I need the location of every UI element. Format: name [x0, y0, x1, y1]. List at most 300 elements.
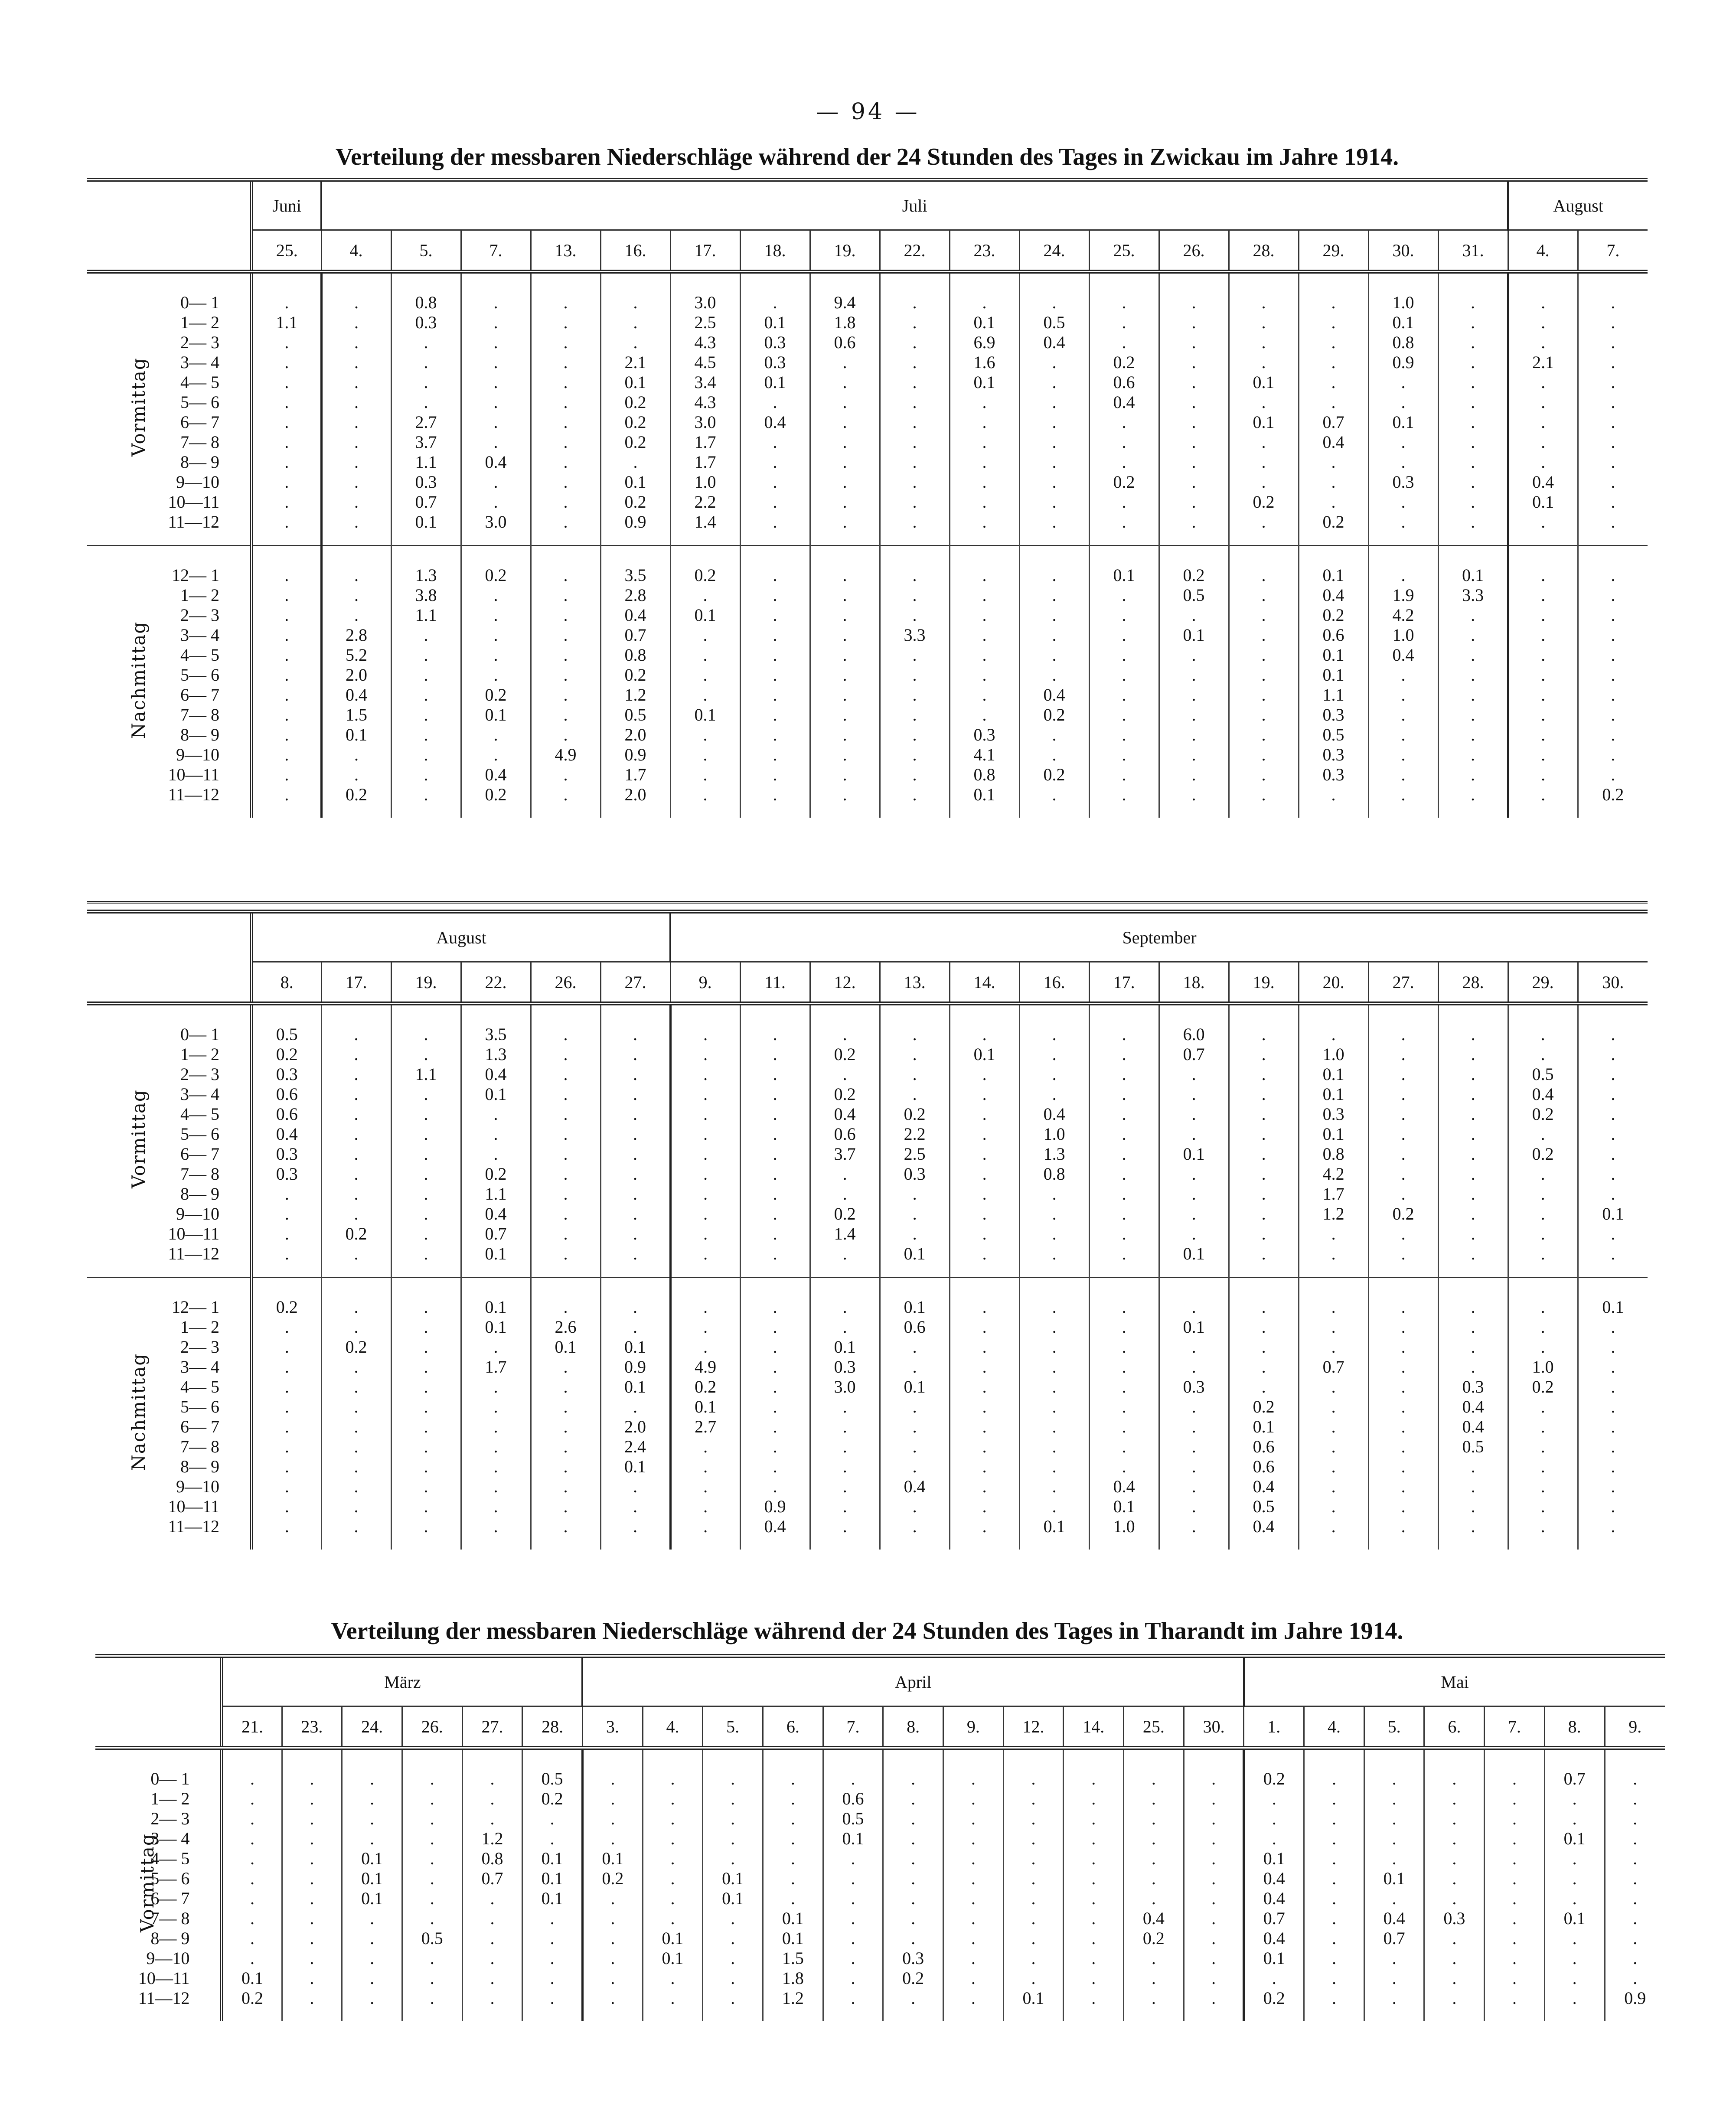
precip-cell: . [1159, 1104, 1229, 1124]
precip-cell: 0.2 [1019, 705, 1089, 725]
precip-cell: 2.2 [880, 1124, 950, 1144]
precip-cell: . [1304, 1849, 1364, 1869]
table-row [87, 1497, 1648, 1517]
header-corner [87, 962, 251, 1004]
precip-cell: . [823, 1748, 883, 1789]
precip-cell: 0.7 [461, 1224, 531, 1244]
precip-cell: . [1159, 512, 1229, 546]
precip-cell: 0.5 [1299, 725, 1368, 745]
precip-cell: . [670, 1184, 740, 1204]
precip-cell: . [531, 352, 600, 372]
precip-cell: 0.4 [1229, 1477, 1299, 1497]
precip-cell: . [1229, 472, 1299, 492]
precip-cell: . [823, 1988, 883, 2021]
precip-cell: 2.0 [600, 725, 670, 745]
precip-cell: . [810, 512, 880, 546]
precip-cell: 0.1 [1244, 1849, 1304, 1869]
precip-cell: . [1485, 1988, 1545, 2021]
precip-cell: 0.1 [1089, 1497, 1159, 1517]
precip-cell: . [943, 1968, 1004, 1988]
precip-cell: . [461, 1337, 531, 1357]
precip-cell: . [670, 1437, 740, 1457]
precip-cell: . [810, 745, 880, 765]
precip-cell: . [251, 1377, 321, 1397]
precip-cell: 0.7 [1159, 1044, 1229, 1064]
precip-cell: . [531, 1064, 600, 1084]
precip-cell: . [740, 1417, 810, 1437]
hour-label: 9—10 [176, 472, 219, 492]
precip-cell: . [1605, 1909, 1665, 1928]
precip-cell: 3.5 [600, 546, 670, 586]
precip-cell: . [1124, 1829, 1184, 1849]
precip-cell: . [1438, 725, 1508, 745]
precip-cell: . [1229, 512, 1299, 546]
precip-cell: . [531, 1164, 600, 1184]
precip-cell: . [1485, 1829, 1545, 1849]
precip-cell: 0.2 [1229, 492, 1299, 512]
precip-cell: . [740, 765, 810, 785]
precip-cell: . [1508, 1164, 1578, 1184]
precip-cell: 0.2 [600, 492, 670, 512]
precip-cell: . [1438, 1004, 1508, 1045]
precip-cell: 0.2 [1578, 785, 1648, 818]
precip-cell: . [1064, 1849, 1124, 1869]
precip-cell: . [461, 1144, 531, 1164]
precip-cell: . [740, 1224, 810, 1244]
precip-cell: . [1578, 1357, 1648, 1377]
day-header: 7. [823, 1706, 883, 1748]
precip-cell: . [1229, 745, 1299, 765]
precip-cell: . [461, 1437, 531, 1457]
precip-cell: . [740, 605, 810, 625]
precip-cell: 0.4 [461, 765, 531, 785]
precip-cell: . [880, 785, 950, 818]
precip-cell: . [643, 1869, 703, 1889]
precip-cell: . [531, 1457, 600, 1477]
day-header: 27. [462, 1706, 522, 1748]
precip-cell: 0.4 [740, 412, 810, 432]
precip-cell: . [950, 1337, 1019, 1357]
day-header: 29. [1299, 230, 1368, 272]
precip-cell: 0.2 [883, 1968, 943, 1988]
precip-cell: . [600, 1244, 670, 1278]
precip-cell: . [1578, 1517, 1648, 1550]
precip-cell: . [1019, 1244, 1089, 1278]
precip-cell: . [222, 1829, 282, 1849]
precip-cell: . [342, 1968, 402, 1988]
precip-cell: . [321, 432, 391, 452]
hour-label: 11—12 [168, 1517, 219, 1536]
precip-cell: . [810, 625, 880, 645]
precip-cell: . [1438, 1184, 1508, 1204]
precip-cell: . [763, 1889, 823, 1909]
precip-cell: . [391, 625, 461, 645]
precip-cell: . [880, 1397, 950, 1417]
precip-cell: . [880, 1224, 950, 1244]
precip-cell: . [1438, 412, 1508, 432]
precip-cell: . [391, 645, 461, 665]
day-header: 7. [1485, 1706, 1545, 1748]
precip-cell: 0.1 [1299, 645, 1368, 665]
hour-label: 5— 6 [180, 665, 219, 685]
precip-cell: . [703, 1748, 763, 1789]
precip-cell: 0.6 [1229, 1437, 1299, 1457]
hour-label: 9—10 [176, 1204, 219, 1223]
header-corner [95, 1656, 222, 1706]
precip-cell: . [810, 1417, 880, 1437]
precip-cell: . [1605, 1809, 1665, 1829]
table-row [87, 1084, 1648, 1104]
table-row [87, 725, 1648, 745]
precip-cell: 0.4 [1299, 432, 1368, 452]
precip-cell: . [670, 1224, 740, 1244]
precip-cell: . [600, 1044, 670, 1064]
precip-cell: . [1159, 685, 1229, 705]
precip-cell: . [391, 1397, 461, 1417]
day-header: 28. [522, 1706, 583, 1748]
precip-cell: . [1438, 1224, 1508, 1244]
precip-cell: 0.3 [1299, 765, 1368, 785]
precip-cell: . [880, 272, 950, 313]
precip-cell: . [1019, 1417, 1089, 1437]
precip-cell: . [402, 1849, 462, 1869]
precip-cell: . [321, 472, 391, 492]
divider-rule [87, 901, 1648, 904]
precip-cell: . [251, 1517, 321, 1550]
precip-cell: . [950, 392, 1019, 412]
precip-cell: . [1508, 705, 1578, 725]
precip-cell: . [251, 1337, 321, 1357]
precip-cell: . [1578, 1044, 1648, 1064]
precip-cell: . [391, 1084, 461, 1104]
hour-label: 9—10 [176, 745, 219, 764]
page-number: — 94 — [816, 99, 920, 125]
precip-cell: . [1508, 1437, 1578, 1457]
precip-cell: . [1184, 1849, 1244, 1869]
precip-cell: . [321, 392, 391, 412]
precip-cell: . [321, 1278, 391, 1318]
precip-cell: 1.1 [391, 1064, 461, 1084]
table-row [95, 1789, 1665, 1809]
precip-cell: . [950, 665, 1019, 685]
month-header: Juni [251, 180, 321, 230]
precip-cell: . [251, 1317, 321, 1337]
precip-cell: . [321, 546, 391, 586]
precip-cell: . [670, 1084, 740, 1104]
precip-cell: . [1124, 1849, 1184, 1869]
precip-cell: . [1578, 1164, 1648, 1184]
table-row [87, 272, 1648, 313]
precip-cell: . [880, 372, 950, 392]
precip-cell: . [1299, 452, 1368, 472]
precip-cell: . [1578, 1084, 1648, 1104]
precip-cell: . [763, 1869, 823, 1889]
precip-cell: . [1508, 685, 1578, 705]
precip-cell: 0.1 [1508, 492, 1578, 512]
precip-cell: . [1064, 1928, 1124, 1948]
precip-cell: . [1064, 1789, 1124, 1809]
precip-cell: 0.8 [391, 272, 461, 313]
precip-cell: . [391, 1377, 461, 1397]
month-header: September [670, 912, 1648, 962]
precip-cell: 0.3 [740, 352, 810, 372]
table-row [87, 625, 1648, 645]
precip-cell: . [880, 412, 950, 432]
precip-cell: . [1368, 1064, 1438, 1084]
month-header: April [582, 1656, 1243, 1706]
precip-cell: . [670, 1104, 740, 1124]
precip-cell: 0.4 [1299, 585, 1368, 605]
precip-cell: . [1159, 645, 1229, 665]
precip-cell: . [461, 725, 531, 745]
precip-cell: 0.2 [321, 1337, 391, 1357]
precip-cell: 0.3 [1438, 1377, 1508, 1397]
precip-cell: 0.6 [810, 333, 880, 352]
precip-cell: 0.6 [1089, 372, 1159, 392]
hour-label: 4— 5 [180, 372, 219, 392]
precip-cell: . [251, 745, 321, 765]
precip-cell: . [600, 1317, 670, 1337]
precip-cell: . [531, 1417, 600, 1437]
precip-cell: . [342, 1988, 402, 2021]
precip-cell: . [670, 645, 740, 665]
precip-cell: 0.2 [1299, 512, 1368, 546]
precip-cell: . [1578, 1064, 1648, 1084]
table-row [87, 412, 1648, 432]
precip-cell: . [391, 1497, 461, 1517]
precip-cell: . [391, 1477, 461, 1497]
vormittag-label: Vormittag [128, 357, 149, 457]
precip-cell: 0.2 [600, 665, 670, 685]
precip-cell: 1.0 [1368, 272, 1438, 313]
precip-cell: . [1508, 1004, 1578, 1045]
table-row [95, 1809, 1665, 1829]
precip-cell: 0.2 [1508, 1377, 1578, 1397]
precip-cell: . [1019, 785, 1089, 818]
table-row [87, 685, 1648, 705]
precip-cell: . [950, 492, 1019, 512]
precip-cell: . [1508, 585, 1578, 605]
precip-cell: . [1003, 1809, 1064, 1829]
precip-cell: 0.1 [950, 785, 1019, 818]
day-header: 1. [1244, 1706, 1304, 1748]
precip-cell: . [1089, 1164, 1159, 1184]
precip-cell: . [531, 1497, 600, 1517]
precip-cell: . [943, 1809, 1004, 1829]
precip-cell: . [531, 645, 600, 665]
precip-cell: . [950, 585, 1019, 605]
precip-cell: 0.2 [600, 392, 670, 412]
precip-cell: . [810, 1278, 880, 1318]
precip-cell: . [1368, 1104, 1438, 1124]
precip-cell: . [880, 1457, 950, 1477]
precip-cell: 2.0 [321, 665, 391, 685]
precip-cell: . [740, 1244, 810, 1278]
precip-cell: . [1159, 352, 1229, 372]
precip-cell: . [1019, 372, 1089, 392]
precip-cell: . [1229, 1244, 1299, 1278]
precip-cell: 1.1 [391, 605, 461, 625]
precip-cell: . [600, 313, 670, 333]
day-header: 18. [1159, 962, 1229, 1004]
day-header: 25. [251, 230, 321, 272]
precip-cell: . [1544, 1928, 1605, 1948]
precip-cell: . [1229, 765, 1299, 785]
precip-cell: . [1438, 472, 1508, 492]
precip-cell: . [531, 1224, 600, 1244]
precip-cell: . [1368, 1357, 1438, 1377]
precip-cell: . [950, 1417, 1019, 1437]
day-header: 4. [321, 230, 391, 272]
precip-cell: . [1019, 1004, 1089, 1045]
precip-cell: . [321, 412, 391, 432]
header-corner [87, 912, 251, 962]
precip-cell: . [251, 372, 321, 392]
precip-cell: . [1159, 1397, 1229, 1417]
precip-cell: . [402, 1829, 462, 1849]
precip-cell: . [763, 1849, 823, 1869]
precip-cell: . [1019, 1204, 1089, 1224]
precip-cell: . [1299, 1278, 1368, 1318]
precip-cell: . [1089, 492, 1159, 512]
precip-cell: . [670, 1278, 740, 1318]
table-row [87, 1064, 1648, 1084]
header-corner [87, 230, 251, 272]
precip-cell: 0.1 [531, 1337, 600, 1357]
precip-cell: . [670, 1457, 740, 1477]
precip-cell: . [810, 472, 880, 492]
precip-cell: . [1003, 1889, 1064, 1909]
precip-cell: . [1424, 1748, 1485, 1789]
precip-cell: . [531, 333, 600, 352]
precip-cell: . [1299, 1317, 1368, 1337]
precip-cell: . [1364, 1789, 1424, 1809]
precip-cell: . [1019, 1357, 1089, 1377]
precip-cell: 0.2 [1244, 1748, 1304, 1789]
table-row [87, 605, 1648, 625]
precip-cell: . [321, 1437, 391, 1457]
precip-cell: 0.1 [600, 472, 670, 492]
precip-cell: 0.2 [321, 1224, 391, 1244]
day-header: 4. [1508, 230, 1578, 272]
precip-cell: . [1368, 1517, 1438, 1550]
precip-cell: 0.5 [251, 1004, 321, 1045]
precip-cell: . [1364, 1968, 1424, 1988]
precip-cell: . [950, 1244, 1019, 1278]
precip-cell: 0.2 [810, 1204, 880, 1224]
precip-cell: . [1578, 1124, 1648, 1144]
precip-cell: . [1159, 492, 1229, 512]
precip-cell: . [321, 1477, 391, 1497]
precip-cell: . [402, 1909, 462, 1928]
precip-cell: . [402, 1748, 462, 1789]
precip-cell: 0.1 [461, 705, 531, 725]
precip-cell: . [251, 585, 321, 605]
precip-cell: . [1229, 1104, 1299, 1124]
precip-cell: . [810, 665, 880, 685]
table-row [87, 1278, 1648, 1318]
precip-cell: . [1424, 1948, 1485, 1968]
table-row [87, 452, 1648, 472]
precip-cell: . [282, 1809, 342, 1829]
precip-cell: 1.3 [391, 546, 461, 586]
precip-cell: 1.0 [1019, 1124, 1089, 1144]
table-row [87, 333, 1648, 352]
precip-cell: 0.3 [880, 1164, 950, 1184]
precip-cell: . [670, 1124, 740, 1144]
precip-cell: . [1438, 1104, 1508, 1124]
precip-cell: 0.4 [461, 1064, 531, 1084]
precip-cell: . [950, 1224, 1019, 1244]
precip-cell: 0.1 [1159, 1317, 1229, 1337]
precip-cell: . [950, 705, 1019, 725]
precip-cell: . [1089, 1184, 1159, 1204]
precip-cell: . [582, 1809, 643, 1829]
precip-cell: . [342, 1829, 402, 1849]
precip-cell: . [1184, 1809, 1244, 1829]
precip-cell: 2.6 [531, 1317, 600, 1337]
day-header: 9. [670, 962, 740, 1004]
precip-cell: . [883, 1809, 943, 1829]
precip-cell: 0.1 [1229, 1417, 1299, 1437]
precip-cell: . [1578, 1224, 1648, 1244]
table-row [87, 1317, 1648, 1337]
precip-cell: . [740, 1457, 810, 1477]
precip-cell: . [670, 1497, 740, 1517]
precip-cell: . [462, 1948, 522, 1968]
precip-cell: . [251, 1417, 321, 1437]
precip-cell: 0.4 [1368, 645, 1438, 665]
precip-cell: . [1299, 392, 1368, 412]
precip-cell: . [1299, 1437, 1368, 1457]
precip-cell: . [1089, 645, 1159, 665]
precip-cell: . [1244, 1829, 1304, 1849]
precip-cell: . [1508, 1044, 1578, 1064]
precip-cell: . [1578, 352, 1648, 372]
precip-cell: 0.1 [1299, 665, 1368, 685]
precip-cell: 0.5 [1438, 1437, 1508, 1457]
precip-cell: . [740, 1377, 810, 1397]
hour-label: 11—12 [168, 785, 219, 804]
precip-cell: . [880, 1184, 950, 1204]
day-header: 27. [1368, 962, 1438, 1004]
precip-cell: . [251, 452, 321, 472]
precip-cell: 0.2 [600, 412, 670, 432]
precip-cell: . [1368, 1377, 1438, 1397]
precip-cell: . [391, 705, 461, 725]
precip-cell: 0.4 [1508, 472, 1578, 492]
day-header: 13. [880, 962, 950, 1004]
precip-cell: . [600, 272, 670, 313]
precip-cell: . [321, 585, 391, 605]
precip-cell: . [342, 1809, 402, 1829]
precip-cell: . [1368, 546, 1438, 586]
precip-cell: . [1229, 705, 1299, 725]
precip-cell: . [1089, 1144, 1159, 1164]
precip-cell: . [251, 765, 321, 785]
precip-cell: . [1159, 452, 1229, 472]
precip-cell: 2.7 [391, 412, 461, 432]
precip-cell: . [1019, 605, 1089, 625]
precip-cell: . [531, 512, 600, 546]
precip-cell: . [1229, 1357, 1299, 1377]
precip-cell: . [1605, 1748, 1665, 1789]
precip-cell: . [251, 512, 321, 546]
precip-cell: . [1089, 1224, 1159, 1244]
precip-cell: . [531, 1517, 600, 1550]
precip-cell: . [222, 1789, 282, 1809]
table-row [87, 1457, 1648, 1477]
